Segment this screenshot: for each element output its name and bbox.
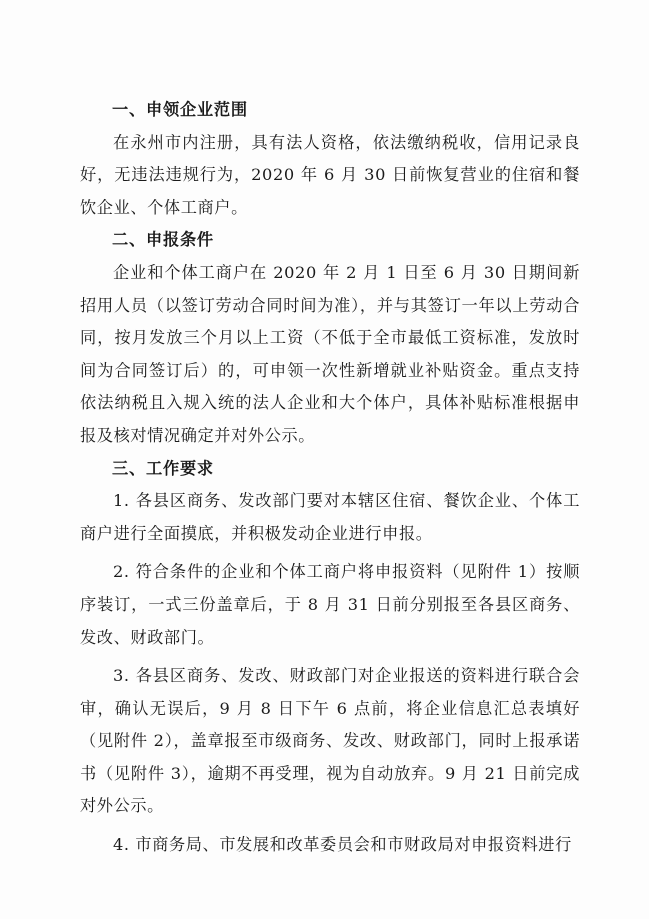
requirement-item-4: 4. 市商务局、市发展和改革委员会和市财政局对申报资料进行 <box>113 835 572 855</box>
requirement-item-1: 1. 各县区商务、发改部门要对本辖区住宿、餐饮企业、个体工商户进行全面摸底，并积极发动企业进行申报。 <box>80 491 580 543</box>
requirement-item-3: 3. 各县区商务、发改、财政部门对企业报送的资料进行联合会审，确认无误后，9 月 8 日下午 6 点前，将企业信息汇总表填好（见附件 2），盖章报至市级商务、发改、财政部门，同时上报承诺书（见附件 3），逾期不再受理，视为自动放弃。9 月 21 日前完成对外公示。 <box>80 666 580 816</box>
requirement-item-2: 2. 符合条件的企业和个体工商户将申报资料（见附件 1）按顺序装订，一式三份盖章后，于 8 月 31 日前分别报至各县区商务、发改、财政部门。 <box>80 562 580 647</box>
document-body <box>80 94 580 862</box>
section-scope-paragraph: 在永州市内注册，具有法人资格，依法缴纳税收，信用记录良好，无违法违规行为，2020 年 6 月 30 日前恢复营业的住宿和餐饮企业、个体工商户。 <box>80 132 580 217</box>
section-heading-requirements: 三、工作要求 <box>112 458 214 478</box>
section-heading-conditions: 二、申报条件 <box>112 230 214 250</box>
section-heading-scope: 一、申领企业范围 <box>112 100 248 119</box>
section-conditions-paragraph: 企业和个体工商户在 2020 年 2 月 1 日至 6 月 30 日期间新招用人员（以签订劳动合同时间为准），并与其签订一年以上劳动合同，按月发放三个月以上工资（不低于全市最低工资标准，发放时间为合同签订后）的，可申领一次性新增就业补贴资金。重点支持依法纳税且入规入统的法人企业和大个体户，具体补贴标准根据申报及核对情况确定并对外公示。 <box>80 262 580 445</box>
